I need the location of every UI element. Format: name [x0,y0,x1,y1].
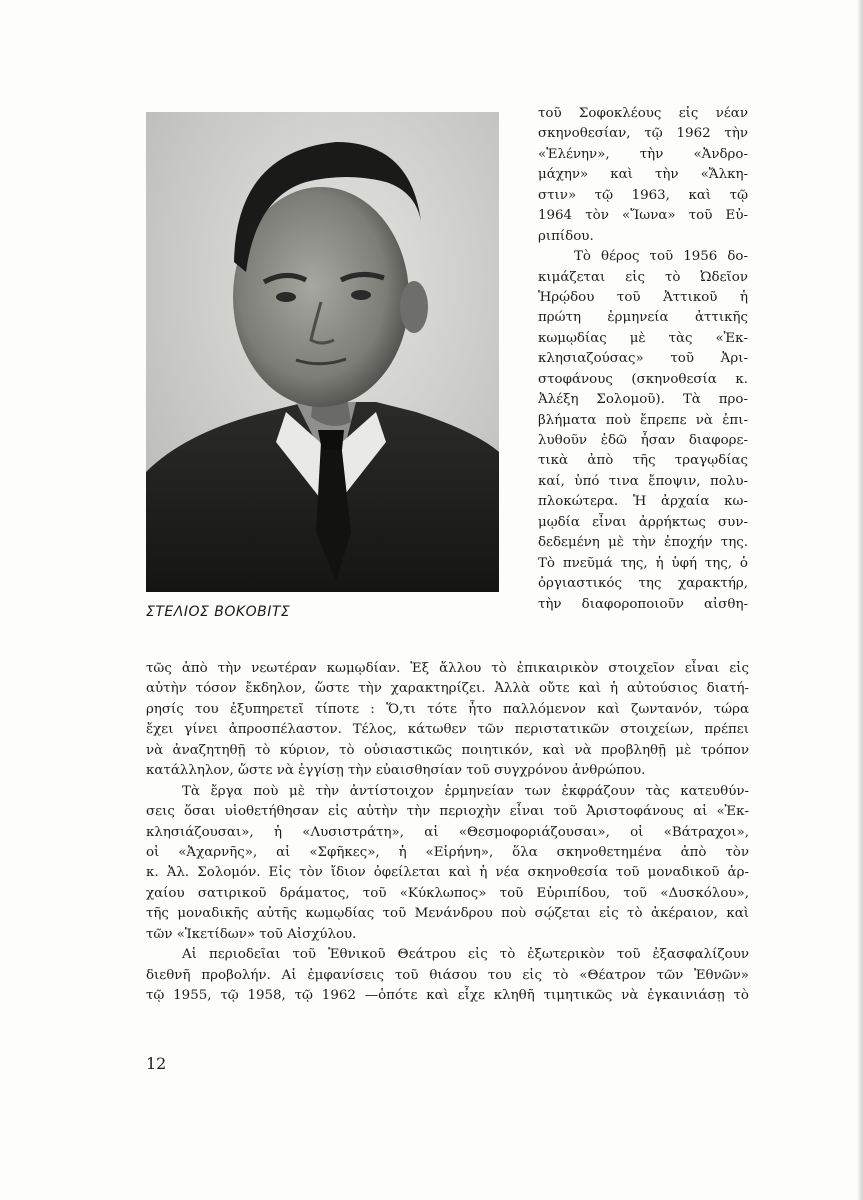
text-line: τῷ 1955, τῷ 1958, τῷ 1962 —ὁπότε καὶ εἶχε κληθῆ τιμητικῶς νὰ ἐγκαινιάσῃ τὸ [146,988,749,1003]
text-line: τικὰ ἀπὸ τῆς τραγῳδίας [538,453,748,469]
text-line: Ἡρῴδου τοῦ Ἀττικοῦ ἡ [538,289,748,305]
text-line: 1964 τὸν «Ἴωνα» τοῦ Εὐ- [538,208,748,224]
text-line: λυθοῦν ἐδῶ ἦσαν διαφορε- [538,433,748,448]
text-line: κατάλληλον, ὥστε νὰ ἐγγίσῃ τὴν εὐαισθησίαν τοῦ συγχρόνου ἀνθρώπου. [146,763,646,779]
right-column-text [538,104,748,615]
text-line: χαίου σατιρικοῦ δράματος, τοῦ «Κύκλωπος» τοῦ Εὐριπίδου, τοῦ «Δυσκόλου», [146,885,749,901]
text-line: στοφάνους (σκηνοθεσία κ. [538,371,748,387]
text-line: κ. Ἀλ. Σολομόν. Εἰς τὸν ἴδιον ὀφείλεται καὶ ἡ νέα σκηνοθεσία τοῦ μοναδικοῦ ἀρ- [146,865,749,881]
text-line: Αἱ περιοδεῖαι τοῦ Ἐθνικοῦ Θεάτρου εἰς τὸ ἐξωτερικὸν τοῦ ἐξασφαλίζουν [182,947,749,963]
text-line: ὀργιαστικός της χαρακτήρ, [538,576,748,592]
text-line: «Ἑλένην», τὴν «Ἀνδρο- [538,146,748,162]
text-line: πλοκώτερα. Ἡ ἀρχαία κω- [538,494,748,510]
photo-caption: ΣΤΕΛΙΟΣ ΒΟΚΟΒΙΤΣ [146,604,291,620]
text-line: μάχην» καὶ τὴν «Ἄλκη- [538,167,748,183]
text-line: τῶν «Ἱκετίδων» τοῦ Αἰσχύλου. [146,926,357,942]
page-edge-shadow [857,0,863,1200]
text-line: βλήματα ποὺ ἔπρεπε νὰ ἐπι- [538,412,748,428]
text-line: σεις ὅσαι υἱοθετήθησαν εἰς αὐτὴν τὴν περιοχὴν εἶναι τοῦ Ἀριστοφάνους αἱ «Ἐκ- [146,804,749,820]
portrait-photo [146,112,499,592]
text-line: Ἀλέξη Σολομοῦ). Τὰ προ- [538,392,748,408]
text-line: τὴν διαφοροποιοῦν αἰσθη- [538,596,748,612]
text-line: τοῦ Σοφοκλέους εἰς νέαν [538,106,748,121]
text-line: ἔχει γίνει ἀπροσπέλαστον. Τέλος, κάτωθεν τῶν περιστατικῶν στοιχείων, πρέπει [146,722,749,738]
text-line: Τὸ θέρος τοῦ 1956 δο- [574,249,748,265]
text-line: σκηνοθεσίαν, τῷ 1962 τὴν [538,126,748,142]
text-line: κιμάζεται εἰς τὸ Ὠδεῖον [538,269,748,285]
text-line: δεδεμένη μὲ τὴν ἐποχήν της. [538,535,748,551]
text-line: ριπίδου. [538,228,594,244]
text-line: Τὰ ἔργα ποὺ μὲ τὴν ἀντίστοιχον ἑρμηνείαν των ἐκφράζουν τὰς κατευθύν- [182,783,749,799]
text-line: Τὸ πνεῦμά της, ἡ ὑφή της, ὁ [538,555,748,571]
text-line: μῳδία εἶναι ἀρρήκτως συν- [538,514,748,530]
full-width-text [146,659,749,1006]
text-line: νὰ ἀναζητηθῇ τὸ κύριον, τὸ οὐσιαστικῶς ποιητικόν, καὶ νὰ προβληθῇ μὲ τρόπον [146,742,749,758]
text-line: στιν» τῷ 1963, καὶ τῷ [538,187,748,203]
text-line: αὐτὴν τόσον ἔκδηλον, ὥστε τὴν χαρακτηρίζει. Ἀλλὰ οὔτε καὶ ἡ αὐτούσιος διατή- [146,681,749,697]
page-number: 12 [146,1054,167,1073]
text-line: οἱ «Ἀχαρνῆς», αἱ «Σφῆκες», ἡ «Εἰρήνη», ὅλα σκηνοθετημένα ἀπὸ τὸν [146,844,749,860]
text-line: κλησιαζούσας» τοῦ Ἀρι- [538,351,748,367]
portrait-illustration [146,112,499,592]
text-line: καί, ὑπό τινα ἔποψιν, πολυ- [538,473,748,489]
text-line: κλησιάζουσαι», ἡ «Λυσιστράτη», αἱ «Θεσμοφοριάζουσαι», οἱ «Βάτραχοι», [146,824,749,840]
text-line: πρώτη ἑρμηνεία ἀττικῆς [538,310,748,326]
text-line: ρησίς του ἐξυπηρετεῖ τίποτε : Ὅ,τι τότε ἦτο παλλόμενον καὶ ζωντανόν, τώρα [146,701,749,717]
text-line: διεθνῆ προβολήν. Αἱ ἐμφανίσεις τοῦ θιάσου του εἰς τὸ «Θέατρον τῶν Ἐθνῶν» [146,967,749,983]
text-line: τῶς ἀπὸ τὴν νεωτέραν κωμῳδίαν. Ἐξ ἄλλου τὸ ἐπικαιρικὸν στοιχεῖον εἶναι εἰς [146,661,749,676]
text-line: τῆς μοναδικῆς αὐτῆς κωμῳδίας τοῦ Μενάνδρου ποὺ σῴζεται εἰς τὸ ἀκέραιον, καὶ [146,906,749,922]
text-line: κωμῳδίας μὲ τὰς «Ἐκ- [538,330,748,346]
